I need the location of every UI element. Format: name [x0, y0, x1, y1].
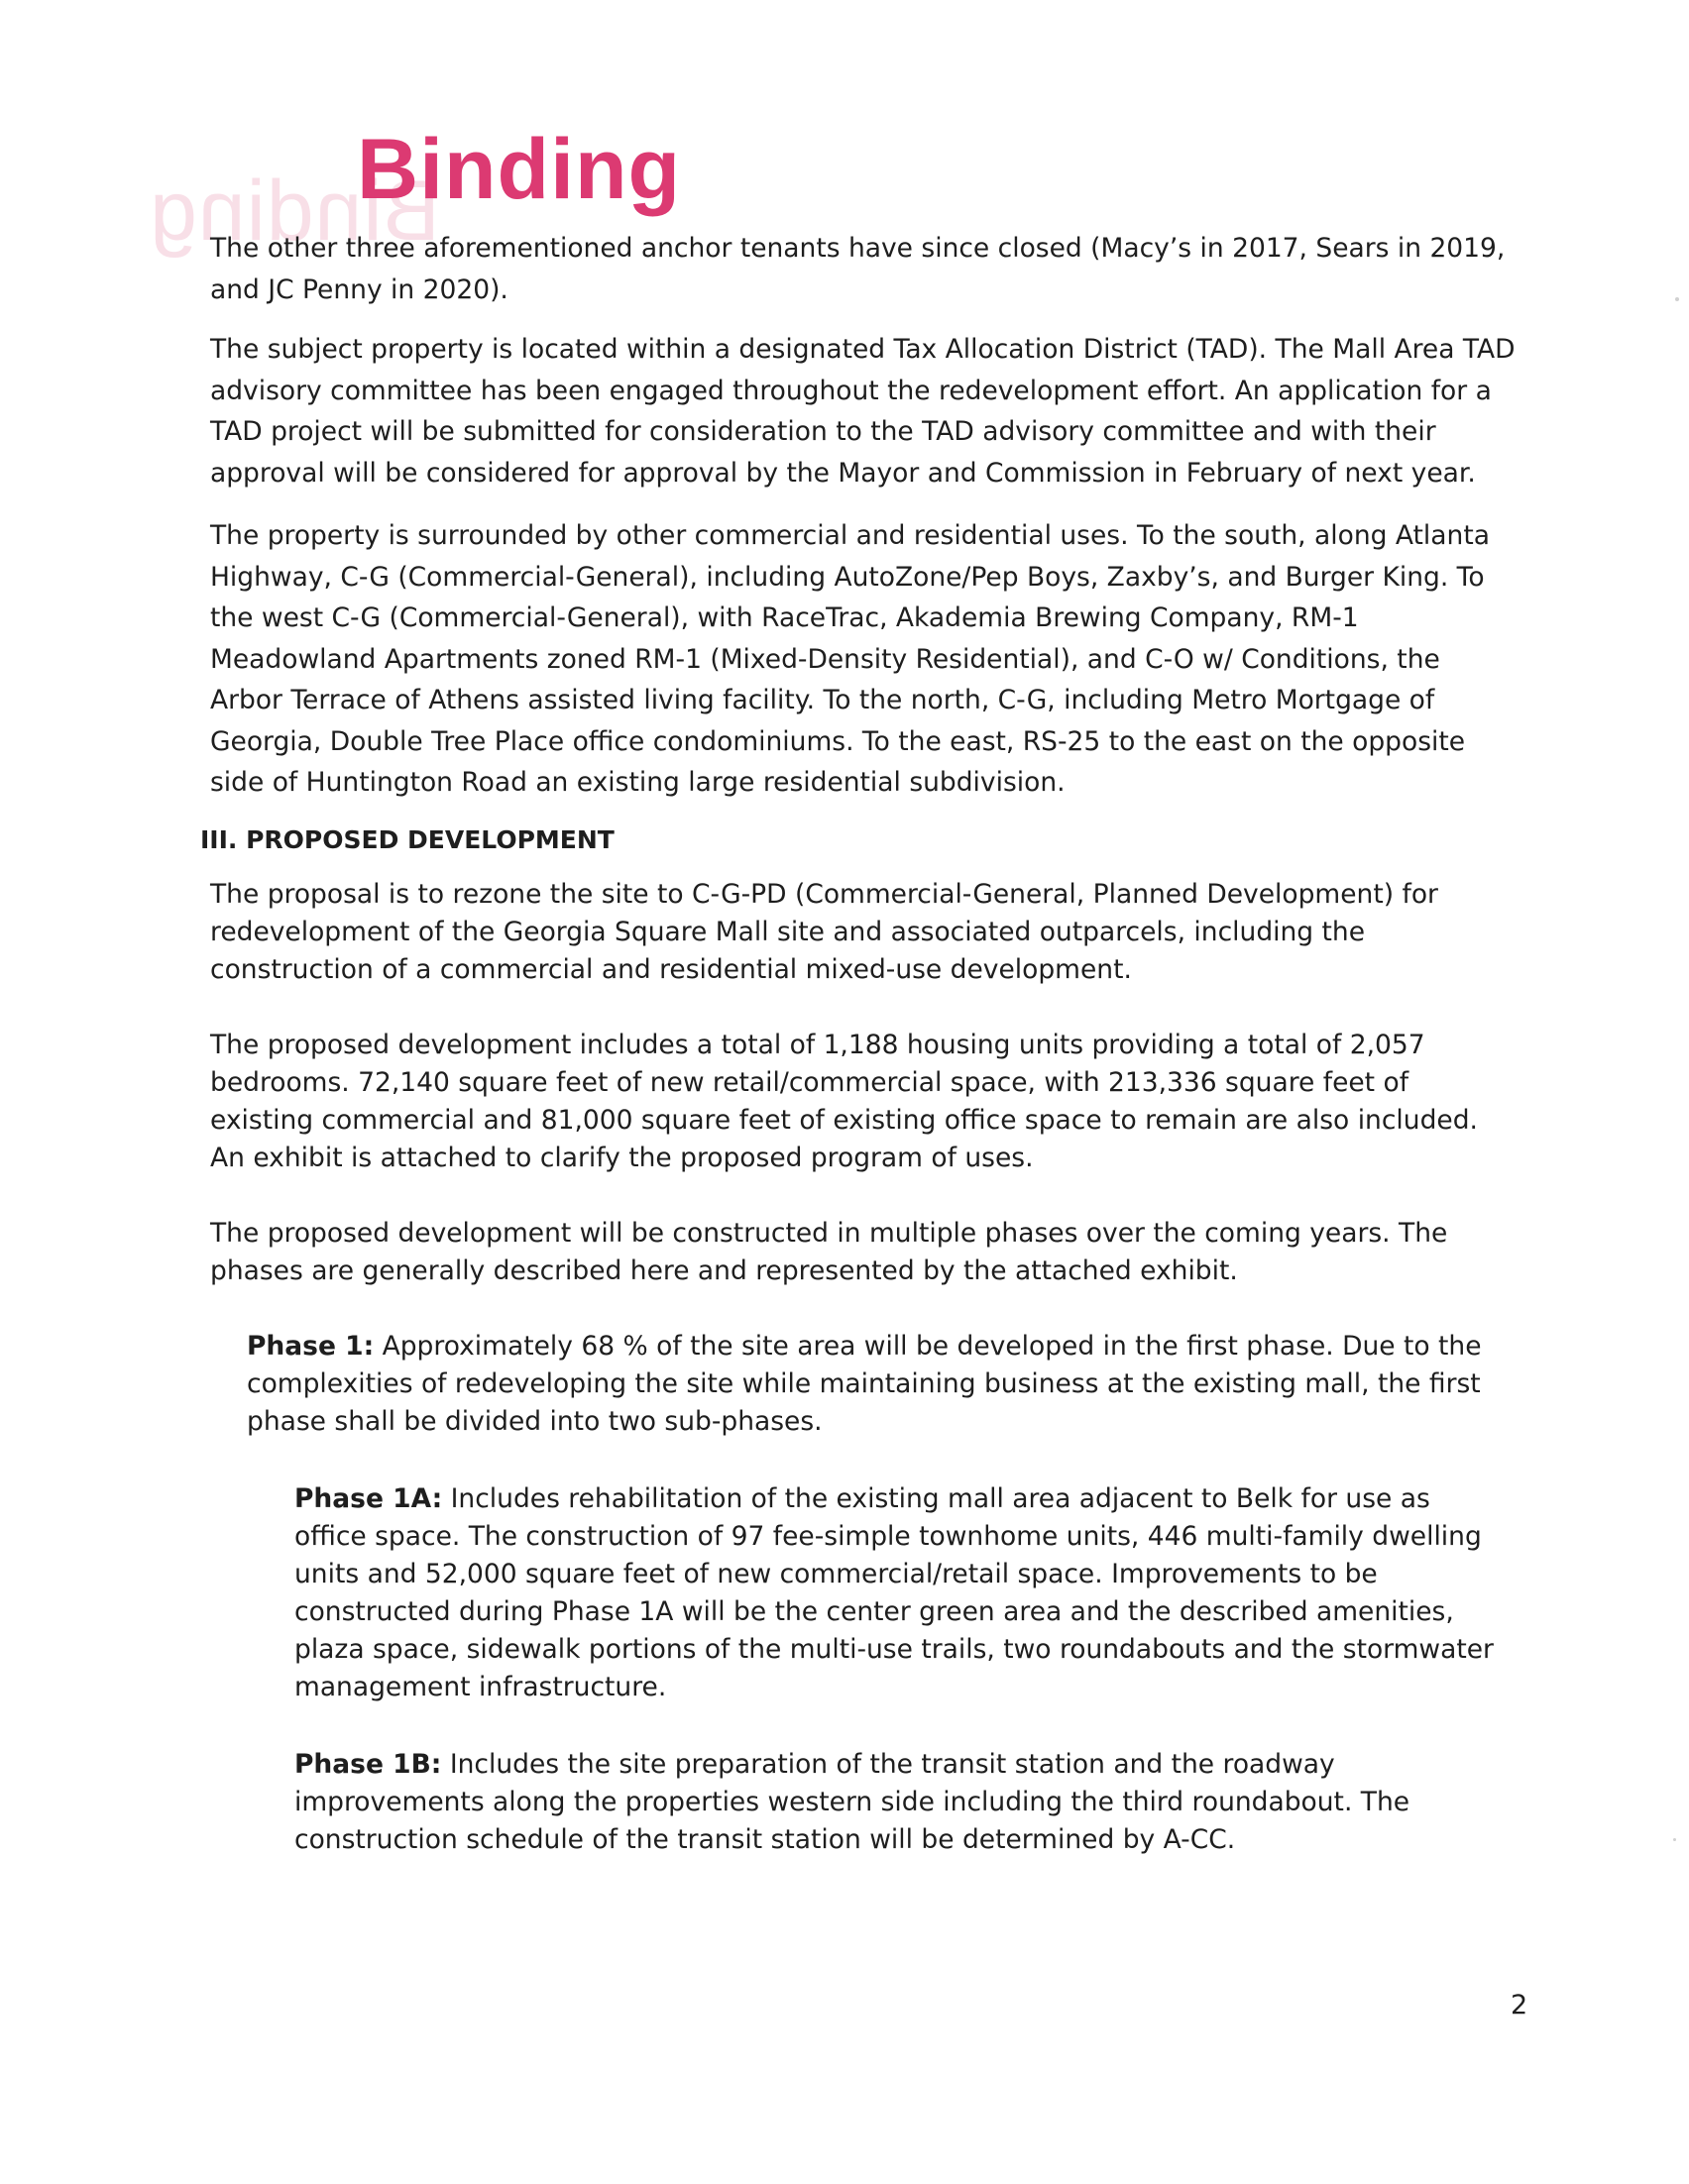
paragraph-tad: The subject property is located within a designated Tax Allocation District (TAD). The Mall Area TAD advisory committee has been engaged throughout the redevelopment effort. An application for a TAD project will be submitted for consideration to the TAD advisory committee and with their approval will be considered for approval by the Mayor and Commission in February of next year.: [210, 334, 1516, 489]
paragraph-phasing: The proposed development will be constructed in multiple phases over the coming years. The phases are generally described here and represented by the attached exhibit.: [210, 1218, 1448, 1286]
paragraph-anchor-tenants: The other three aforementioned anchor tenants have since closed (Macy’s in 2017, Sears in 2019, and JC Penny in 2020).: [210, 233, 1506, 305]
phase-1a-text: Includes rehabilitation of the existing mall area adjacent to Belk for use as office space. The construction of 97 fee-simple townhome units, 446 multi-family dwelling units and 52,000 square feet of new commercial/retail space. Improvements to be constructed during Phase 1A will be the center green area and the described amenities, plaza space, sidewalk portions of the multi-use trails, two roundabouts and the stormwater management infrastructure.: [294, 1483, 1494, 1702]
scan-speck: [1673, 1838, 1676, 1841]
paragraph-surrounding-uses: The property is surrounded by other commercial and residential uses. To the south, along Atlanta Highway, C-G (Commercial-General), including AutoZone/Pep Boys, Zaxby’s, and Burger King. To the west C-G (Commercial-General), with RaceTrac, Akademia Brewing Company, RM-1 Meadowland Apartments zoned RM-1 (Mixed-Density Residential), and C-O w/ Conditions, the Arbor Terrace of Athens assisted living facility. To the north, C-G, including Metro Mortgage of Georgia, Double Tree Place office condominiums. To the east, RS-25 to the east on the opposite side of Huntington Road an existing large residential subdivision.: [210, 520, 1490, 798]
paragraph-program: The proposed development includes a total of 1,188 housing units providing a total of 2,057 bedrooms. 72,140 square feet of new retail/commercial space, with 213,336 square feet of existing commercial and 81,000 square feet of existing office space to remain are also included. An exhibit is attached to clarify the proposed program of uses.: [210, 1030, 1478, 1173]
phase-1-paragraph: [247, 1328, 1486, 1441]
phase-1b-text: Includes the site preparation of the transit station and the roadway improvements along the properties western side including the third roundabout. The construction schedule of the transit station will be determined by A-CC.: [294, 1749, 1410, 1855]
binding-stamp: Binding: [357, 122, 682, 217]
phase-1a-label: Phase 1A:: [294, 1483, 443, 1514]
scan-speck: [1675, 297, 1679, 301]
stamp-bleed-through: Binding: [149, 164, 440, 259]
paragraph-proposal: The proposal is to rezone the site to C-G-PD (Commercial-General, Planned Development) for redevelopment of the Georgia Square Mall site and associated outparcels, including the construction of a commercial and residential mixed-use development.: [210, 879, 1438, 985]
phase-1b-paragraph: [294, 1746, 1504, 1859]
phase-1b-label: Phase 1B:: [294, 1749, 442, 1780]
page-number: 2: [1511, 1990, 1528, 2020]
phase-1a-paragraph: [294, 1480, 1504, 1706]
section-heading: III. PROPOSED DEVELOPMENT: [200, 825, 615, 854]
phase-1-label: Phase 1:: [247, 1331, 375, 1362]
phase-1-text: Approximately 68 % of the site area will be developed in the first phase. Due to the complexities of redeveloping the site while maintaining business at the existing mall, the first phase shall be divided into two sub-phases.: [247, 1331, 1482, 1437]
